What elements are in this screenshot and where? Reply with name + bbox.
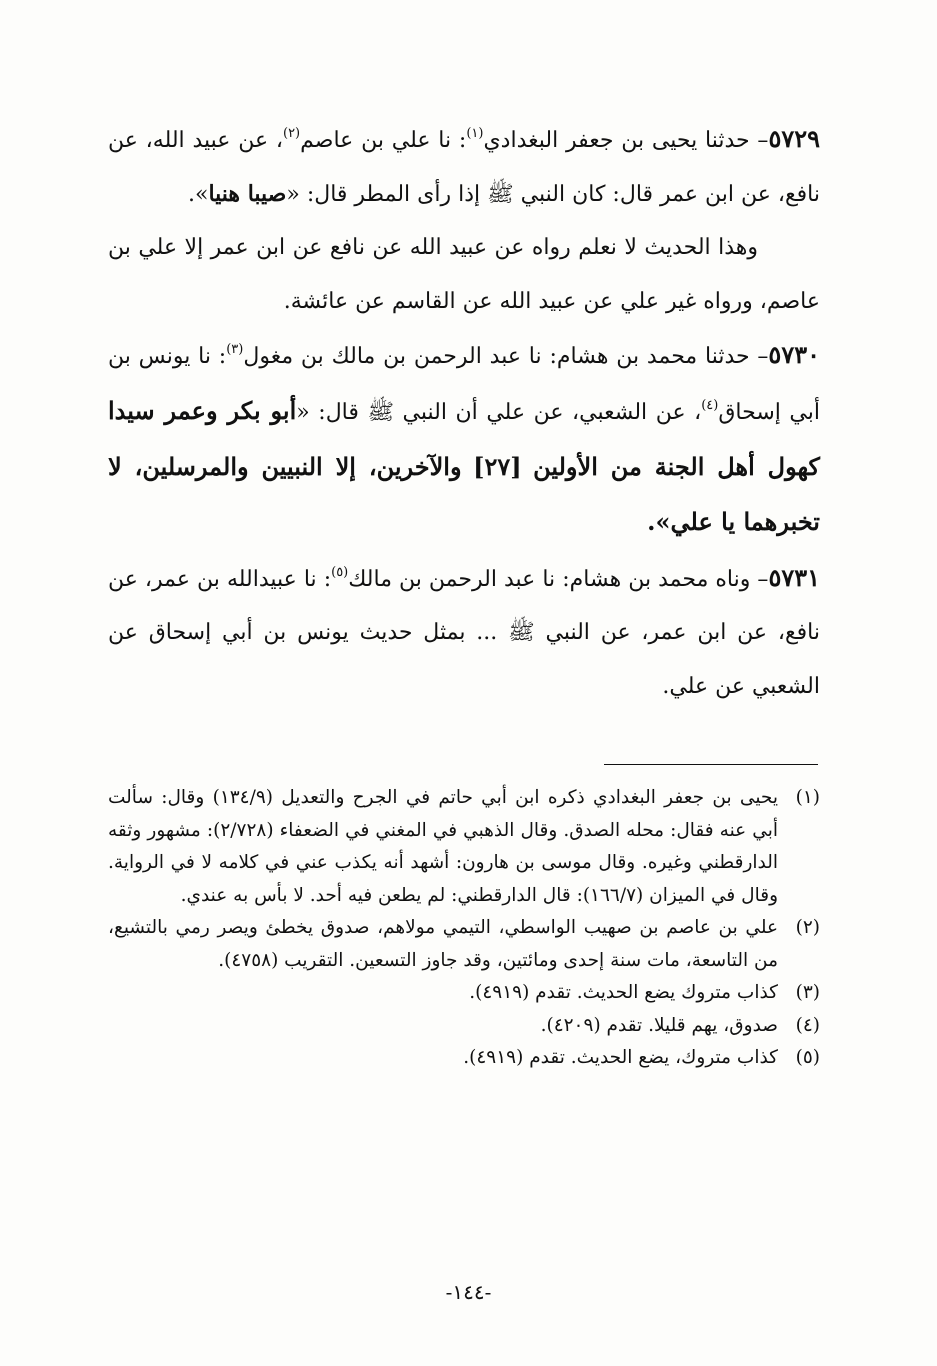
footnote-ref[interactable]: (١) bbox=[466, 126, 484, 141]
footnote-3 bbox=[108, 977, 820, 1010]
hadith-matn: والآخرين، إلا النبيين والمرسلين، لا تخبرهما يا علي bbox=[108, 451, 820, 537]
footnote-text: صدوق، يهم قليلا. تقدم (٤٢٠٩). bbox=[540, 1014, 778, 1036]
footnote-text: كذاب متروك يضع الحديث. تقدم (٤٩١٩). bbox=[469, 982, 778, 1003]
manuscript-page-marker: [٢٧] bbox=[473, 451, 522, 481]
hadith-5731: ٥٧٣١– وناه محمد بن هشام: نا عبد الرحمن بن مالك$^{(٥)}$: نا عبيدالله بن عمر، عن نافع، عن ابن عمر، عن النبي ﷺ ... بمثل حديث يونس بن أبي إسحاق عن الشعبي عن علي. bbox=[108, 562, 820, 699]
footnote-ref[interactable]: (٣) bbox=[226, 342, 244, 358]
hadith-5729: ٥٧٢٩– حدثنا يحيى بن جعفر البغدادي$^{(١)}$: نا علي بن عاصم$^{(٢)}$، عن عبيد الله، عن نافع، عن ابن عمر قال: كان النبي ﷺ إذا رأى المطر قال: «صيبا هنيا». bbox=[108, 124, 820, 207]
hadith-matn: أبو بكر وعمر سيدا كهول أهل الجنة من الأولين bbox=[108, 395, 820, 481]
footnote-ref[interactable]: (٥) bbox=[331, 564, 349, 580]
footnote-text: يحيى بن جعفر البغدادي ذكره ابن أبي حاتم في الجرح والتعديل (١٣٤/٩) وقال: سألت أبي عنه فقال: محله الصدق. وقال الذهبي في المغني في الضعفاء (٢/٧٢٨): مشهور وثقه الدارقطني وغيره. وقال موسى بن هارون: أشهد أنه يكذب عني في كلامه لا في الرواية. وقال في الميزان (١٦٦/٧): قال الدارقطني: لم يطعن فيه أحد. لا بأس به عندي. bbox=[108, 787, 778, 906]
page-number: -١٤٤- bbox=[445, 1280, 492, 1304]
hadith-number: ٥٧٢٩ bbox=[768, 124, 820, 153]
footnote-ref[interactable]: (٢) bbox=[282, 126, 301, 141]
main-text bbox=[108, 112, 820, 714]
footnote-number: (٢) bbox=[795, 917, 820, 938]
footnote-number: (١) bbox=[795, 787, 820, 808]
footnote-number: (٥) bbox=[795, 1047, 820, 1068]
footnote-text: علي بن عاصم بن صهيب الواسطي، التيمي مولاهم، صدوق يخطئ ويصر رمي بالتشيع، من التاسعة، مات سنة إحدى ومائتين، وقد جاوز التسعين. التقريب (٤٧٥٨). bbox=[108, 917, 778, 971]
footnote-2 bbox=[108, 912, 820, 977]
hadith-matn: صيبا هنيا bbox=[208, 180, 287, 207]
footnote-5 bbox=[108, 1042, 820, 1075]
hadith-number: ٥٧٣١ bbox=[768, 562, 820, 592]
commentary-5729: وهذا الحديث لا نعلم رواه عن عبيد الله عن نافع عن ابن عمر إلا علي بن عاصم، ورواه غير علي عن عبيد الله عن القاسم عن عائشة. bbox=[108, 235, 820, 314]
footnote-separator bbox=[604, 764, 818, 765]
footnote-number: (٤) bbox=[795, 1014, 820, 1036]
footnote-text: كذاب متروك، يضع الحديث. تقدم (٤٩١٩). bbox=[463, 1047, 778, 1068]
footnote-4 bbox=[108, 1010, 820, 1043]
hadith-number: ٥٧٣٠ bbox=[768, 340, 820, 370]
footnote-ref[interactable]: (٤) bbox=[701, 397, 719, 413]
footnote-1 bbox=[108, 782, 820, 912]
footnotes bbox=[108, 782, 820, 1075]
hadith-5730: ٥٧٣٠– حدثنا محمد بن هشام: نا عبد الرحمن بن مالك بن مغول$^{(٣)}$: نا يونس بن أبي إسحاق$^{(٤)}$، عن الشعبي، عن علي أن النبي ﷺ قال: «أبو بكر وعمر سيدا كهول أهل الجنة من الأولين [٢٧] والآخرين، إلا النبيين والمرسلين، لا تخبرهما يا علي». bbox=[108, 340, 820, 537]
footnote-number: (٣) bbox=[795, 982, 820, 1003]
